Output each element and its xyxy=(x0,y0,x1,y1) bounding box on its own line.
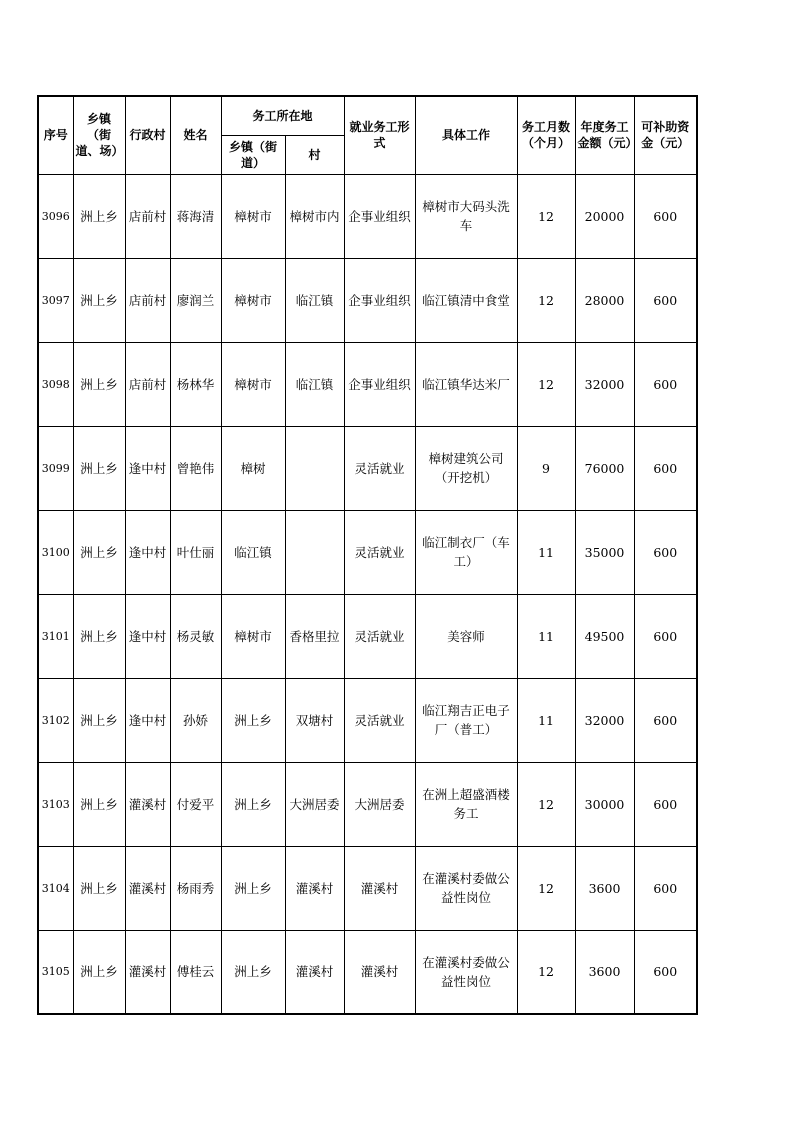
cell-seq: 3100 xyxy=(38,510,73,594)
cell-loc-township: 洲上乡 xyxy=(221,762,285,846)
cell-amount: 30000 xyxy=(575,762,634,846)
header-loc-village: 村 xyxy=(285,135,344,174)
cell-months: 12 xyxy=(517,174,575,258)
cell-subsidy: 600 xyxy=(634,846,697,930)
cell-township: 洲上乡 xyxy=(73,342,125,426)
cell-name: 孙娇 xyxy=(170,678,221,762)
cell-subsidy: 600 xyxy=(634,762,697,846)
cell-loc-village: 双塘村 xyxy=(285,678,344,762)
cell-subsidy: 600 xyxy=(634,678,697,762)
header-employment-form: 就业务工形式 xyxy=(344,96,415,174)
cell-job: 临江制衣厂（车工） xyxy=(415,510,517,594)
cell-village: 逢中村 xyxy=(125,426,170,510)
header-seq: 序号 xyxy=(38,96,73,174)
cell-name: 蒋海清 xyxy=(170,174,221,258)
cell-form: 灵活就业 xyxy=(344,426,415,510)
table-row xyxy=(38,930,697,1014)
cell-form: 灌溪村 xyxy=(344,930,415,1014)
cell-months: 11 xyxy=(517,678,575,762)
table-row xyxy=(38,342,697,426)
cell-form: 企事业组织 xyxy=(344,258,415,342)
cell-township: 洲上乡 xyxy=(73,678,125,762)
cell-months: 12 xyxy=(517,846,575,930)
cell-loc-township: 樟树市 xyxy=(221,174,285,258)
header-row-1 xyxy=(38,96,697,135)
cell-seq: 3102 xyxy=(38,678,73,762)
cell-loc-township: 洲上乡 xyxy=(221,930,285,1014)
cell-job: 在灌溪村委做公益性岗位 xyxy=(415,846,517,930)
cell-name: 杨灵敏 xyxy=(170,594,221,678)
table-row xyxy=(38,678,697,762)
header-months: 务工月数（个月） xyxy=(517,96,575,174)
cell-seq: 3098 xyxy=(38,342,73,426)
cell-job: 美容师 xyxy=(415,594,517,678)
cell-amount: 32000 xyxy=(575,678,634,762)
cell-name: 叶仕丽 xyxy=(170,510,221,594)
cell-township: 洲上乡 xyxy=(73,594,125,678)
cell-amount: 3600 xyxy=(575,846,634,930)
table-row xyxy=(38,510,697,594)
cell-job: 在洲上超盛酒楼务工 xyxy=(415,762,517,846)
table-row xyxy=(38,594,697,678)
cell-form: 灵活就业 xyxy=(344,678,415,762)
cell-job: 临江翔吉正电子厂（普工） xyxy=(415,678,517,762)
cell-subsidy: 600 xyxy=(634,258,697,342)
header-name: 姓名 xyxy=(170,96,221,174)
cell-form: 大洲居委 xyxy=(344,762,415,846)
table-row xyxy=(38,846,697,930)
cell-amount: 3600 xyxy=(575,930,634,1014)
cell-village: 逢中村 xyxy=(125,678,170,762)
header-annual-amount: 年度务工金额（元） xyxy=(575,96,634,174)
cell-job: 樟树建筑公司（开挖机） xyxy=(415,426,517,510)
cell-subsidy: 600 xyxy=(634,930,697,1014)
cell-form: 企事业组织 xyxy=(344,342,415,426)
cell-name: 廖润兰 xyxy=(170,258,221,342)
cell-seq: 3097 xyxy=(38,258,73,342)
cell-job: 樟树市大码头洗车 xyxy=(415,174,517,258)
cell-township: 洲上乡 xyxy=(73,930,125,1014)
cell-township: 洲上乡 xyxy=(73,510,125,594)
cell-months: 9 xyxy=(517,426,575,510)
cell-township: 洲上乡 xyxy=(73,762,125,846)
cell-name: 杨林华 xyxy=(170,342,221,426)
cell-seq: 3103 xyxy=(38,762,73,846)
cell-seq: 3104 xyxy=(38,846,73,930)
cell-form: 灌溪村 xyxy=(344,846,415,930)
cell-loc-village: 灌溪村 xyxy=(285,846,344,930)
cell-loc-township: 樟树 xyxy=(221,426,285,510)
cell-loc-village xyxy=(285,426,344,510)
header-job: 具体工作 xyxy=(415,96,517,174)
cell-subsidy: 600 xyxy=(634,342,697,426)
cell-form: 灵活就业 xyxy=(344,510,415,594)
cell-name: 曾艳伟 xyxy=(170,426,221,510)
header-work-location: 务工所在地 xyxy=(221,96,344,135)
header-township: 乡镇（街道、场） xyxy=(73,96,125,174)
cell-loc-village: 临江镇 xyxy=(285,342,344,426)
cell-loc-village: 香格里拉 xyxy=(285,594,344,678)
cell-job: 临江镇华达米厂 xyxy=(415,342,517,426)
cell-loc-township: 洲上乡 xyxy=(221,678,285,762)
header-loc-township: 乡镇（街道） xyxy=(221,135,285,174)
cell-amount: 49500 xyxy=(575,594,634,678)
cell-form: 企事业组织 xyxy=(344,174,415,258)
cell-loc-township: 樟树市 xyxy=(221,258,285,342)
cell-township: 洲上乡 xyxy=(73,846,125,930)
cell-subsidy: 600 xyxy=(634,510,697,594)
table-row xyxy=(38,174,697,258)
cell-name: 傅桂云 xyxy=(170,930,221,1014)
cell-loc-township: 樟树市 xyxy=(221,342,285,426)
cell-months: 11 xyxy=(517,510,575,594)
cell-village: 灌溪村 xyxy=(125,846,170,930)
cell-amount: 35000 xyxy=(575,510,634,594)
cell-months: 12 xyxy=(517,762,575,846)
cell-months: 11 xyxy=(517,594,575,678)
subsidy-table xyxy=(37,95,698,1015)
cell-loc-village: 临江镇 xyxy=(285,258,344,342)
cell-village: 灌溪村 xyxy=(125,762,170,846)
cell-seq: 3096 xyxy=(38,174,73,258)
table-row xyxy=(38,258,697,342)
header-village: 行政村 xyxy=(125,96,170,174)
cell-village: 店前村 xyxy=(125,342,170,426)
cell-loc-township: 樟树市 xyxy=(221,594,285,678)
cell-township: 洲上乡 xyxy=(73,174,125,258)
cell-loc-township: 洲上乡 xyxy=(221,846,285,930)
cell-name: 杨雨秀 xyxy=(170,846,221,930)
cell-subsidy: 600 xyxy=(634,426,697,510)
cell-months: 12 xyxy=(517,930,575,1014)
cell-subsidy: 600 xyxy=(634,174,697,258)
cell-seq: 3099 xyxy=(38,426,73,510)
cell-months: 12 xyxy=(517,342,575,426)
cell-seq: 3101 xyxy=(38,594,73,678)
cell-loc-village: 大洲居委 xyxy=(285,762,344,846)
cell-village: 灌溪村 xyxy=(125,930,170,1014)
cell-job: 临江镇清中食堂 xyxy=(415,258,517,342)
header-subsidy: 可补助资金（元） xyxy=(634,96,697,174)
cell-village: 店前村 xyxy=(125,174,170,258)
cell-job: 在灌溪村委做公益性岗位 xyxy=(415,930,517,1014)
cell-township: 洲上乡 xyxy=(73,258,125,342)
cell-amount: 20000 xyxy=(575,174,634,258)
cell-village: 逢中村 xyxy=(125,594,170,678)
cell-loc-township: 临江镇 xyxy=(221,510,285,594)
cell-loc-village xyxy=(285,510,344,594)
cell-township: 洲上乡 xyxy=(73,426,125,510)
cell-loc-village: 樟树市内 xyxy=(285,174,344,258)
cell-form: 灵活就业 xyxy=(344,594,415,678)
cell-village: 逢中村 xyxy=(125,510,170,594)
table-row xyxy=(38,762,697,846)
cell-amount: 32000 xyxy=(575,342,634,426)
cell-village: 店前村 xyxy=(125,258,170,342)
table-row xyxy=(38,426,697,510)
cell-loc-village: 灌溪村 xyxy=(285,930,344,1014)
cell-amount: 76000 xyxy=(575,426,634,510)
cell-seq: 3105 xyxy=(38,930,73,1014)
cell-amount: 28000 xyxy=(575,258,634,342)
cell-subsidy: 600 xyxy=(634,594,697,678)
cell-months: 12 xyxy=(517,258,575,342)
cell-name: 付爱平 xyxy=(170,762,221,846)
